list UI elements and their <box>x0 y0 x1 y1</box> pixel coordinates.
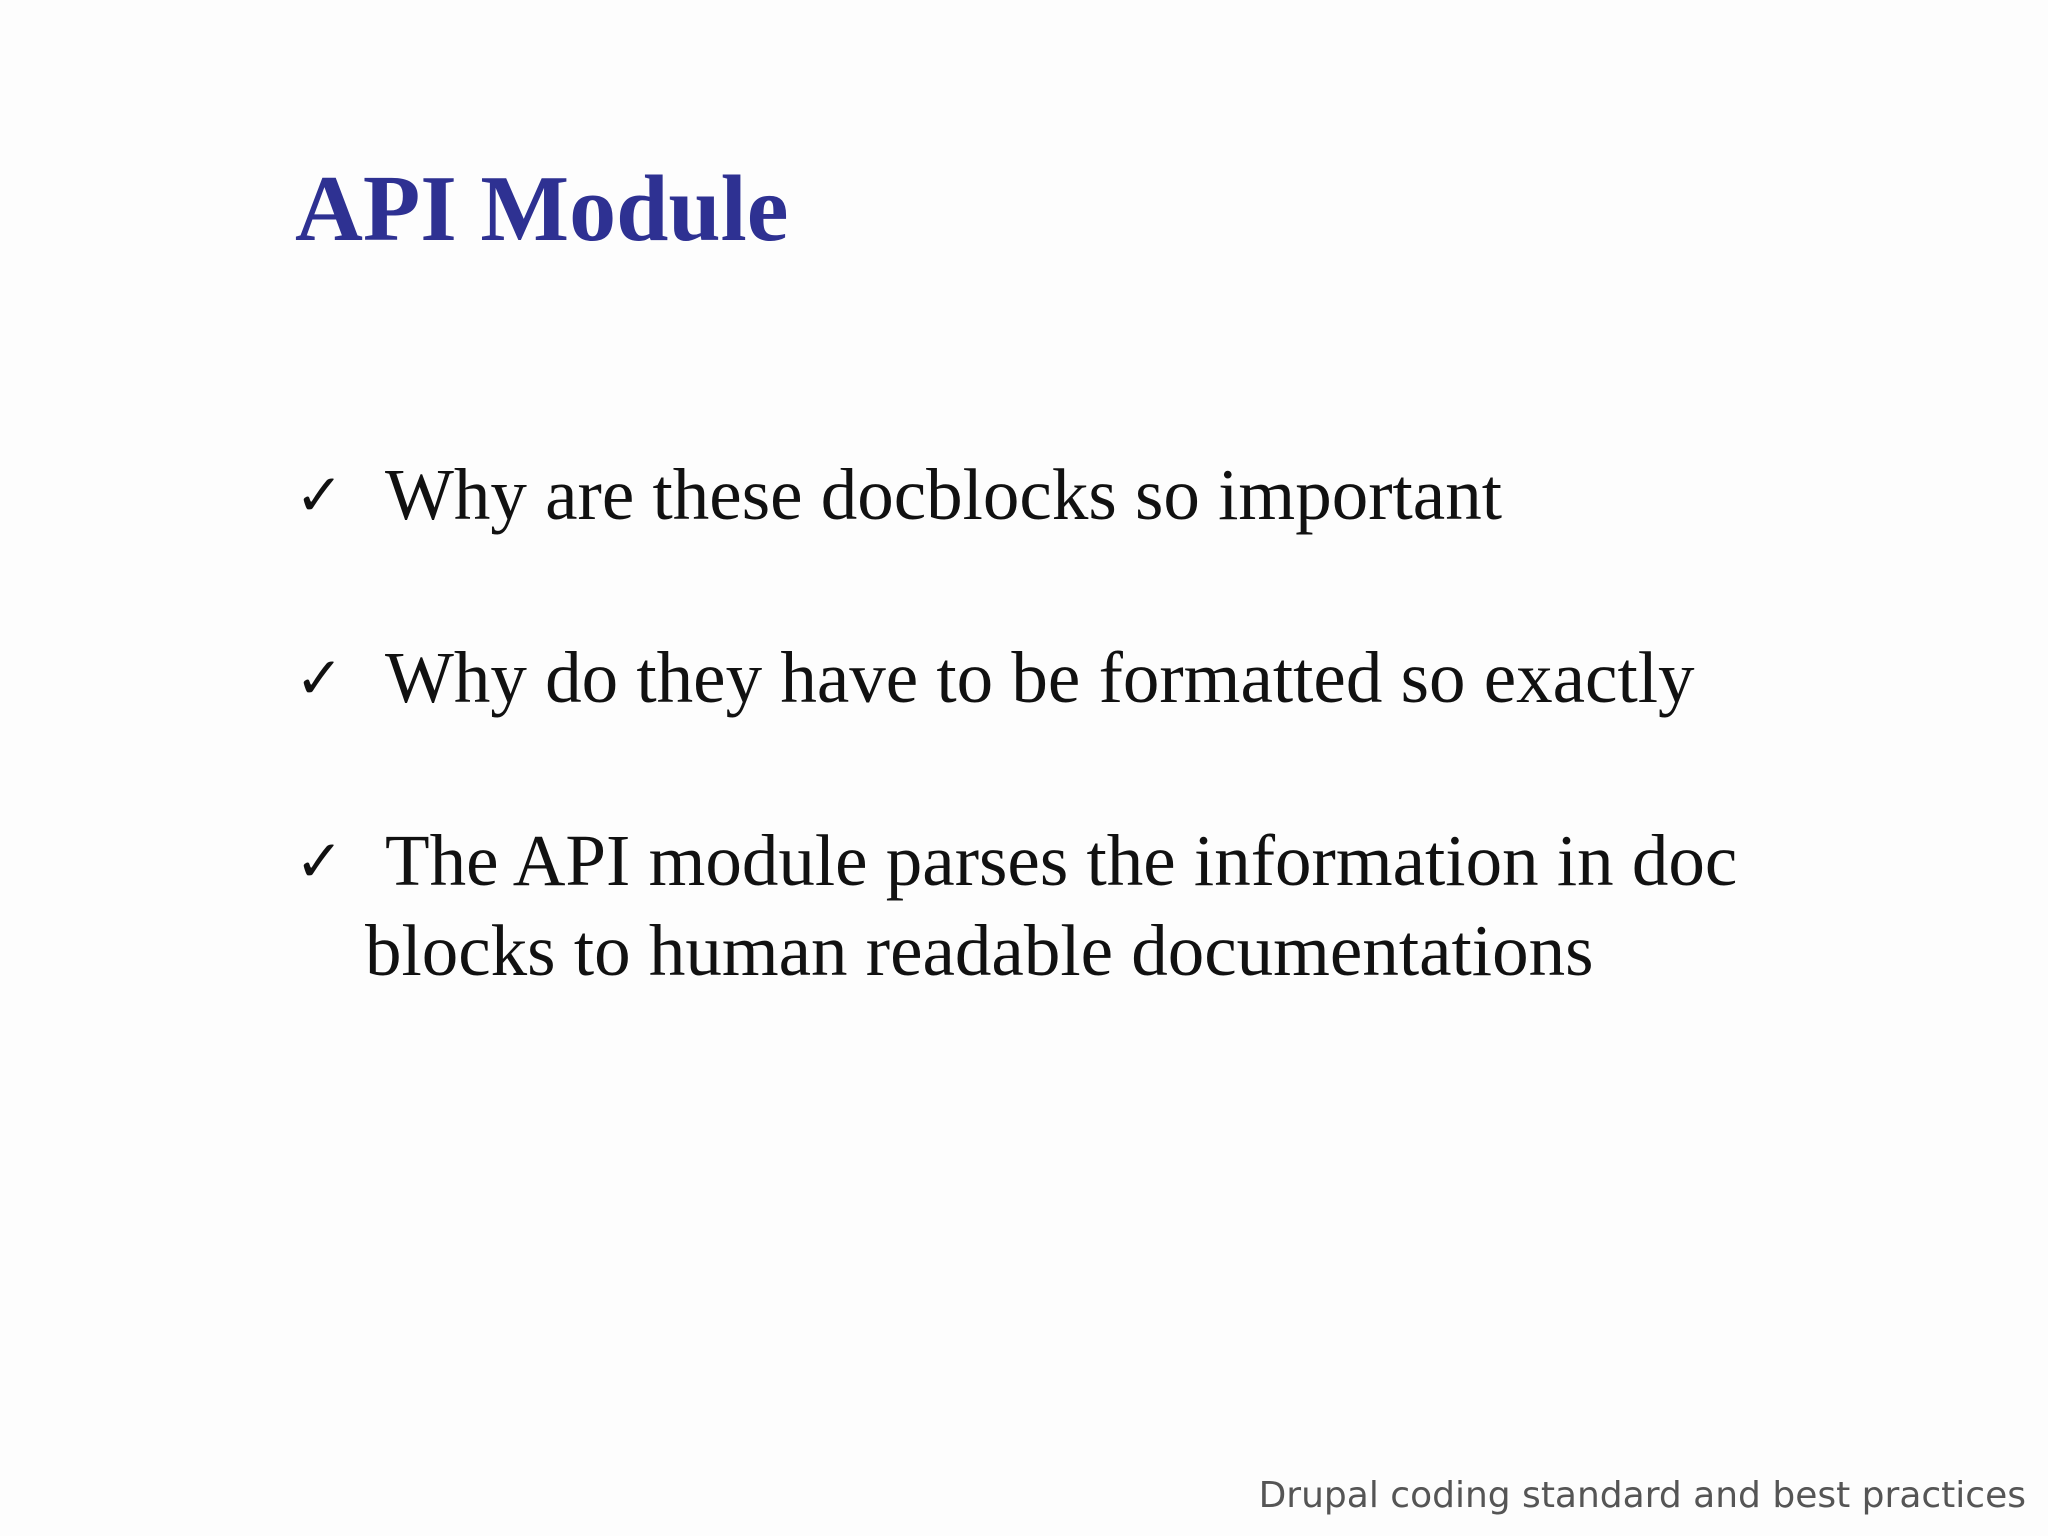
bullet-text: Why are these docblocks so important <box>385 454 1502 535</box>
bullet-text-continuation: blocks to human readable documentations <box>365 910 1594 991</box>
check-icon: ✓ <box>295 827 344 895</box>
bullet-text: Why do they have to be formatted so exactly <box>385 637 1695 718</box>
slide-footer: Drupal coding standard and best practices <box>1258 1475 2026 1516</box>
slide-title: API Module <box>295 157 789 261</box>
bullet-text: The API module parses the information in doc <box>385 820 1738 901</box>
bullet-list <box>295 450 1995 996</box>
check-icon: ✓ <box>295 644 344 712</box>
check-icon: ✓ <box>295 461 344 529</box>
bullet-item <box>295 816 1995 996</box>
bullet-item <box>295 633 1995 723</box>
bullet-item <box>295 450 1995 540</box>
